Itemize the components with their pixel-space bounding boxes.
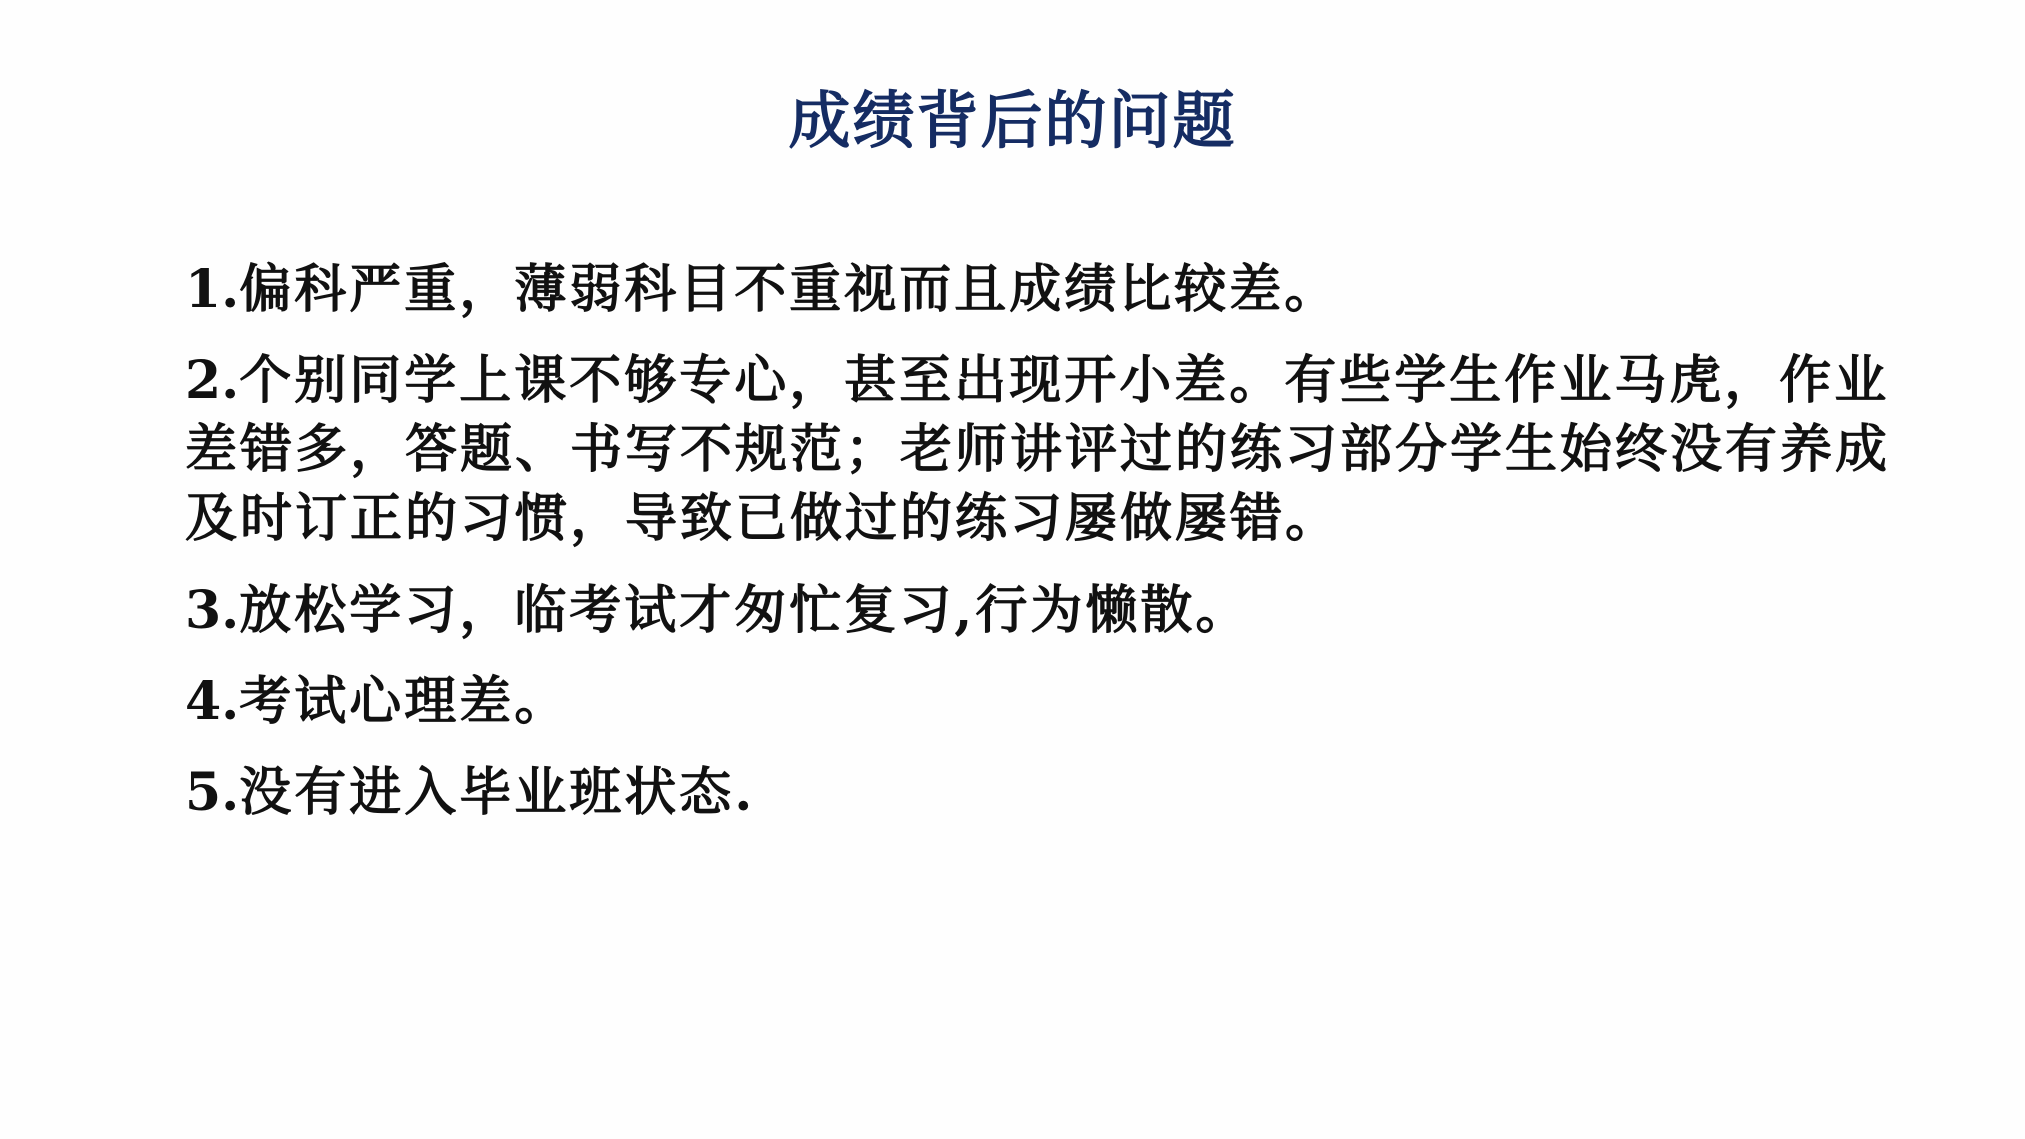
list-item-number: 4. bbox=[185, 670, 240, 732]
list-item-text: 放松学习，临考试才匆忙复习,行为懒散。 bbox=[239, 579, 1251, 641]
list-item-text: 考试心理差。 bbox=[239, 670, 570, 732]
list-item bbox=[185, 255, 1905, 324]
list-item-text: 偏科严重，薄弱科目不重视而且成绩比较差。 bbox=[239, 259, 1340, 320]
slide-body bbox=[185, 255, 1905, 849]
list-item bbox=[185, 346, 1905, 553]
list-item bbox=[185, 667, 1905, 736]
list-item-text: 个别同学上课不够专心，甚至出现开小差。有些学生作业马虎，作业差错多，答题、书写不规范；老师讲评过的练习部分学生始终没有养成及时订正的习惯，导致已做过的练习屡做屡错。 bbox=[185, 350, 1891, 550]
list-item bbox=[185, 576, 1905, 645]
list-item-text: 没有进入毕业班状态. bbox=[239, 761, 756, 823]
list-item-number: 5. bbox=[185, 761, 240, 823]
list-item-number: 3. bbox=[185, 579, 240, 641]
list-item bbox=[185, 758, 1905, 827]
list-item-number: 2. bbox=[185, 350, 240, 412]
page-title: 成绩背后的问题 bbox=[788, 87, 1237, 156]
list-item-number: 1. bbox=[185, 259, 240, 320]
